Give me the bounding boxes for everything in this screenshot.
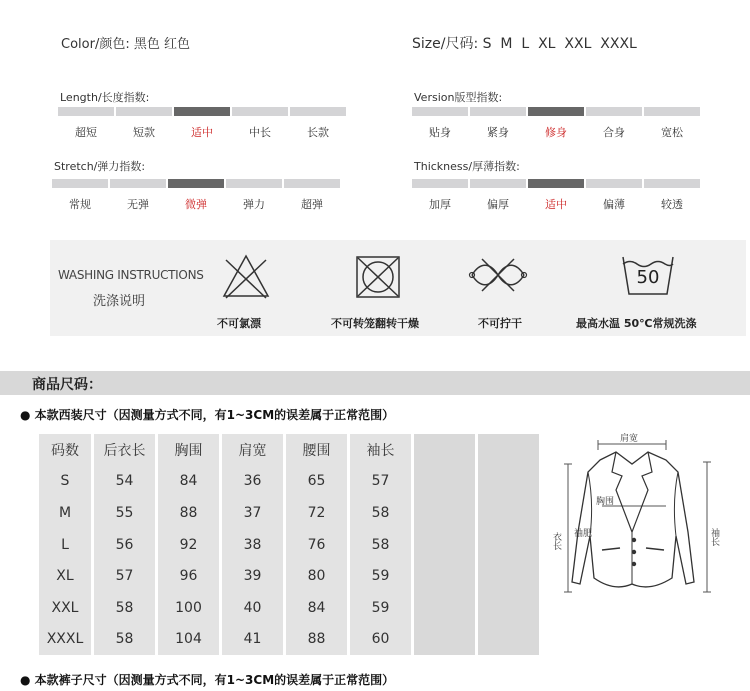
version-option-label: 贴身 [429, 126, 451, 139]
thickness-option-0 [412, 179, 468, 212]
table-row [39, 497, 539, 529]
stretch-scale [52, 179, 342, 212]
thickness-option-2 [528, 179, 584, 212]
thickness-option-label: 加厚 [429, 198, 451, 211]
wash-50-caption: 最高水温 50℃常规洗涤 [576, 317, 697, 330]
size-value: S M L XL XXL XXXL [482, 36, 637, 52]
thickness-bar-segment [528, 179, 584, 188]
stretch-bar-segment [52, 179, 108, 188]
diagram-chest-label: 胸围 [596, 497, 615, 507]
version-scale [412, 107, 702, 140]
table-cell: 37 [222, 497, 283, 529]
diagram-sleeve-label: 袖长 [709, 528, 719, 546]
washing-title-cn: 洗涤说明 [93, 294, 146, 309]
table-empty-cell [414, 497, 475, 529]
no-wring-icon [468, 256, 528, 294]
table-header-cell: 码数 [39, 434, 91, 466]
table-cell: 76 [286, 529, 347, 561]
length-bar-segment [58, 107, 114, 116]
version-option-label: 合身 [603, 126, 625, 139]
table-cell: M [39, 497, 91, 529]
stretch-option-4 [284, 179, 340, 212]
stretch-bar-segment [110, 179, 166, 188]
size-row [412, 33, 637, 53]
length-option-label: 适中 [191, 126, 213, 139]
table-empty-cell [414, 560, 475, 592]
thickness-option-1 [470, 179, 526, 212]
thickness-bar-segment [412, 179, 468, 188]
table-header-cell: 后衣长 [94, 434, 155, 466]
thickness-bar-segment [470, 179, 526, 188]
thickness-label: Thickness/厚薄指数: [414, 160, 520, 173]
table-cell: 96 [158, 560, 219, 592]
length-bar-segment [174, 107, 230, 116]
table-cell: 58 [350, 497, 411, 529]
table-cell: 100 [158, 592, 219, 624]
table-cell: 58 [94, 592, 155, 624]
table-cell: 88 [158, 497, 219, 529]
table-cell: 55 [94, 497, 155, 529]
table-row [39, 592, 539, 624]
table-empty-cell [478, 434, 539, 466]
table-cell: 60 [350, 624, 411, 656]
stretch-option-label: 微弹 [185, 198, 207, 211]
thickness-option-label: 较透 [661, 198, 683, 211]
length-option-label: 中长 [249, 126, 271, 139]
no-wring-caption: 不可拧干 [478, 317, 522, 330]
version-bar-segment [644, 107, 700, 116]
version-option-label: 紧身 [487, 126, 509, 139]
stretch-label: Stretch/弹力指数: [54, 160, 146, 173]
thickness-option-label: 偏厚 [487, 198, 509, 211]
table-cell: 54 [94, 466, 155, 498]
table-empty-cell [414, 466, 475, 498]
table-cell: S [39, 466, 91, 498]
table-cell: 41 [222, 624, 283, 656]
thickness-bar-segment [586, 179, 642, 188]
table-cell: 104 [158, 624, 219, 656]
thickness-option-4 [644, 179, 700, 212]
length-label: Length/长度指数: [60, 91, 150, 104]
table-empty-cell [478, 529, 539, 561]
table-empty-cell [414, 624, 475, 656]
thickness-scale [412, 179, 702, 212]
table-cell: 84 [286, 592, 347, 624]
stretch-option-label: 常规 [69, 198, 91, 211]
thickness-option-label: 适中 [545, 198, 567, 211]
length-option-4 [290, 107, 346, 140]
table-row [39, 529, 539, 561]
version-option-3 [586, 107, 642, 140]
version-label: Version版型指数: [414, 91, 503, 104]
section-header [0, 371, 750, 395]
table-cell: 59 [350, 560, 411, 592]
thickness-option-label: 偏薄 [603, 198, 625, 211]
version-option-2 [528, 107, 584, 140]
table-cell: 72 [286, 497, 347, 529]
table-empty-cell [478, 560, 539, 592]
table-cell: XXL [39, 592, 91, 624]
table-empty-cell [478, 497, 539, 529]
diagram-shoulder-label: 肩宽 [620, 434, 639, 444]
table-empty-cell [414, 529, 475, 561]
table-cell: 36 [222, 466, 283, 498]
table-header-cell: 袖长 [350, 434, 411, 466]
version-option-label: 修身 [545, 126, 567, 139]
table-cell: 80 [286, 560, 347, 592]
color-value: 黑色 红色 [133, 37, 190, 52]
table-empty-cell [414, 592, 475, 624]
table-header-cell: 腰围 [286, 434, 347, 466]
stretch-bar-segment [168, 179, 224, 188]
length-option-0 [58, 107, 114, 140]
stretch-option-label: 无弹 [127, 198, 149, 211]
table-cell: 58 [94, 624, 155, 656]
table-header-cell: 胸围 [158, 434, 219, 466]
length-option-label: 超短 [75, 126, 97, 139]
table-cell: XL [39, 560, 91, 592]
washing-panel [50, 240, 746, 336]
length-scale [58, 107, 348, 140]
version-bar-segment [528, 107, 584, 116]
stretch-bar-segment [284, 179, 340, 188]
thickness-bar-segment [644, 179, 700, 188]
table-cell: L [39, 529, 91, 561]
length-bar-segment [232, 107, 288, 116]
thickness-option-3 [586, 179, 642, 212]
table-empty-cell [414, 434, 475, 466]
version-option-1 [470, 107, 526, 140]
table-cell: 57 [350, 466, 411, 498]
length-option-1 [116, 107, 172, 140]
stretch-option-1 [110, 179, 166, 212]
table-row [39, 624, 539, 656]
suit-size-note: ● 本款西装尺寸（因测量方式不同，有1~3CM的误差属于正常范围） [20, 408, 395, 422]
version-option-label: 宽松 [661, 126, 683, 139]
table-row [39, 560, 539, 592]
length-option-2 [174, 107, 230, 140]
table-empty-cell [478, 466, 539, 498]
diagram-length-label: 衣长 [551, 532, 561, 550]
table-cell: 40 [222, 592, 283, 624]
table-row [39, 466, 539, 498]
wash-temperature: 50 [636, 267, 660, 288]
table-cell: 92 [158, 529, 219, 561]
table-cell: 88 [286, 624, 347, 656]
length-bar-segment [116, 107, 172, 116]
length-bar-segment [290, 107, 346, 116]
stretch-option-3 [226, 179, 282, 212]
table-cell: 39 [222, 560, 283, 592]
size-label: Size/尺码: [412, 36, 479, 52]
stretch-bar-segment [226, 179, 282, 188]
version-option-0 [412, 107, 468, 140]
stretch-option-2 [168, 179, 224, 212]
pants-size-note: ● 本款裤子尺寸（因测量方式不同，有1~3CM的误差属于正常范围） [20, 673, 395, 687]
table-cell: 38 [222, 529, 283, 561]
table-cell: 59 [350, 592, 411, 624]
table-cell: XXXL [39, 624, 91, 656]
table-cell: 65 [286, 466, 347, 498]
version-bar-segment [470, 107, 526, 116]
stretch-option-0 [52, 179, 108, 212]
diagram-waist-label: 袖肥 [574, 529, 593, 539]
table-empty-cell [478, 592, 539, 624]
washing-title-en: WASHING INSTRUCTIONS [58, 268, 204, 282]
table-cell: 84 [158, 466, 219, 498]
stretch-option-label: 弹力 [243, 198, 265, 211]
stretch-option-label: 超弹 [301, 198, 323, 211]
length-option-3 [232, 107, 288, 140]
table-cell: 56 [94, 529, 155, 561]
color-row [61, 33, 190, 52]
version-bar-segment [412, 107, 468, 116]
table-header-cell: 肩宽 [222, 434, 283, 466]
table-empty-cell [478, 624, 539, 656]
table-header-row [39, 434, 539, 466]
no-bleach-caption: 不可氯漂 [217, 317, 261, 330]
version-bar-segment [586, 107, 642, 116]
table-cell: 57 [94, 560, 155, 592]
length-option-label: 长款 [307, 126, 329, 139]
table-cell: 58 [350, 529, 411, 561]
no-tumble-dry-icon [354, 254, 402, 300]
no-bleach-icon [220, 252, 272, 302]
version-option-4 [644, 107, 700, 140]
color-label: Color/颜色: [61, 37, 130, 52]
size-table [36, 434, 542, 655]
wash-50-icon [620, 252, 676, 298]
length-option-label: 短款 [133, 126, 155, 139]
section-title: 商品尺码： [32, 377, 102, 393]
no-tumble-dry-caption: 不可转笼翻转干燥 [331, 317, 419, 330]
jacket-diagram [551, 432, 724, 607]
